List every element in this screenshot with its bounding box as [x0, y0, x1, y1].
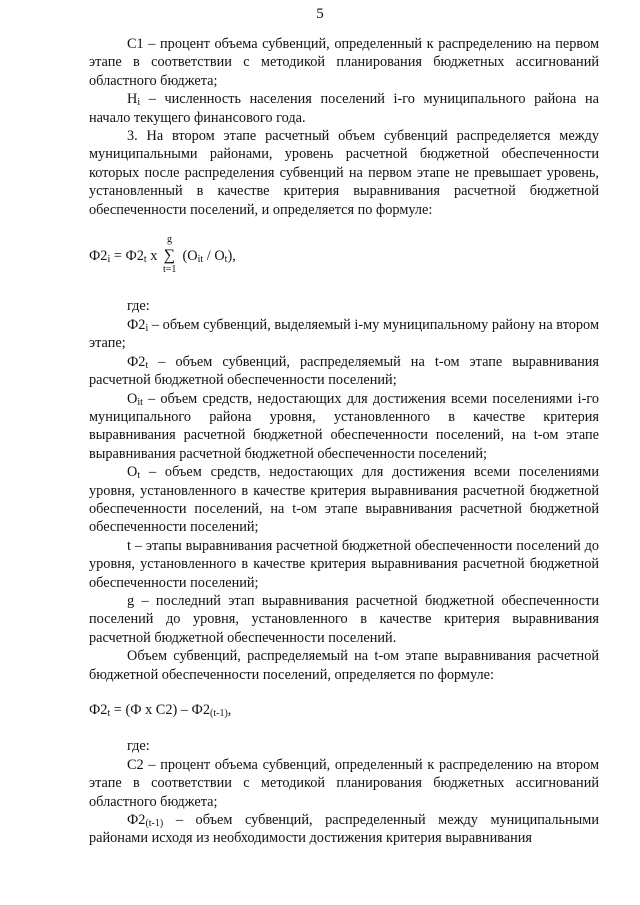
def-f2t-symbol: Ф2 [127, 353, 146, 370]
def-f2t [89, 353, 599, 390]
def-f2i-symbol: Ф2 [127, 316, 146, 333]
formula2-lhs: Ф2 [89, 702, 108, 718]
volume-paragraph: Объем субвенций, распределяемый на t-ом этапе выравнивания расчетной бюджетной обеспеченности поселений, определяется по формуле: [89, 648, 599, 683]
def-ot-text: – объем средств, недостающих для достижения всеми поселениями уровня, установленного в качестве критерия выравнивания расчетной бюджетной обеспеченности поселений, на t-ом этапе выравнивания расчетной бюджетной обеспеченности поселений; [89, 464, 599, 536]
formula1-times: x [146, 248, 161, 265]
def-f2t-text: – объем субвенций, распределяемый на t-ом этапе выравнивания расчетной бюджетной обеспеченности поселений; [89, 353, 599, 389]
formula1-lhs-sub: i [107, 254, 111, 266]
formula1-open: (O [178, 248, 198, 265]
c1-definition: С1 – процент объема субвенций, определенный к распределению на первом этапе в соответствии с методикой планирования бюджетных ассигнований областного бюджета; [89, 36, 599, 89]
formula1-div: / O [203, 248, 225, 265]
def-g: g – последний этап выравнивания расчетной бюджетной обеспеченности поселений до уровня, установленного в качестве критерия выравнивания расчетной бюджетной обеспеченности поселений. [89, 592, 599, 646]
def-t: t – этапы выравнивания расчетной бюджетной обеспеченности поселений до уровня, установленного в качестве критерия выравнивания расчетной бюджетной обеспеченности поселений; [89, 537, 599, 591]
def-prev-symbol: Ф2 [127, 812, 146, 829]
sum-sigma: ∑ [163, 247, 176, 265]
formula-f2i [89, 219, 599, 297]
formula-f2t [89, 684, 599, 737]
formula2-lhs-sub: t [107, 708, 111, 719]
summation-symbol [162, 234, 177, 276]
def-f2i-text: – объем субвенций, выделяемый i-му муниципальному району на втором этапе; [89, 316, 599, 352]
def-f2i-sub: i [145, 322, 149, 334]
formula1-close: ), [227, 248, 236, 265]
where-label-2: где: [127, 738, 150, 755]
sum-upper-limit: g [166, 234, 172, 246]
def-prev-text: – объем субвенций, распределенный между муниципальными районами исходя из необходимости достижения критерия выравнивания [89, 812, 599, 847]
def-prev-sub: (t-1) [145, 818, 164, 830]
hi-definition [89, 90, 599, 127]
hi-symbol: H [127, 91, 138, 108]
def-oit-symbol: O [127, 390, 138, 407]
def-ot-sub: t [137, 470, 141, 482]
sum-lower-limit: t=1 [162, 264, 177, 276]
def-ot [89, 463, 599, 537]
formula1-oit-sub: it [197, 254, 204, 266]
where-label-1: где: [127, 298, 150, 315]
def-f2-prev [89, 811, 599, 848]
formula1-lhs: Ф2 [89, 248, 108, 265]
def-oit-sub: it [137, 396, 143, 408]
formula2-rhs-sub: (t-1) [210, 708, 228, 719]
formula1-t-sub: t [143, 254, 147, 266]
page-number: 5 [316, 6, 324, 22]
def-f2i [89, 316, 599, 353]
def-oit [89, 390, 599, 464]
step3-paragraph: 3. На втором этапе расчетный объем субвенций распределяется между муниципальными районами, уровень расчетной бюджетной обеспеченности которых после распределения субвенций на первом этапе не превышает уровень, установленный в качестве критерия выравнивания расчетной бюджетной обеспеченности поселений, и определяется по формуле: [89, 128, 599, 218]
hi-subscript: i [137, 97, 141, 109]
def-ot-symbol: O [127, 464, 138, 481]
document-body [89, 35, 599, 848]
formula1-ot-sub: t [224, 254, 228, 266]
hi-text: – численность населения поселений i-го муниципального района на начало текущего финансового года. [89, 91, 599, 126]
def-oit-text: – объем средств, недостающих для достижения всеми поселениями i-го муниципального района уровня, установленного в качестве критерия выравнивания расчетной бюджетной обеспеченности поселений, на t-ом этапе выравнивания расчетной бюджетной обеспеченности поселений; [89, 390, 599, 462]
formula2-end: , [227, 702, 232, 718]
formula1-eq: = Ф2 [110, 248, 144, 265]
c2-definition: С2 – процент объема субвенций, определенный к распределению на втором этапе в соответствии с методикой планирования бюджетных ассигнований областного бюджета; [89, 756, 599, 810]
formula2-rhs: = (Ф x С2) – Ф2 [110, 702, 210, 718]
def-f2t-sub: t [145, 359, 149, 371]
